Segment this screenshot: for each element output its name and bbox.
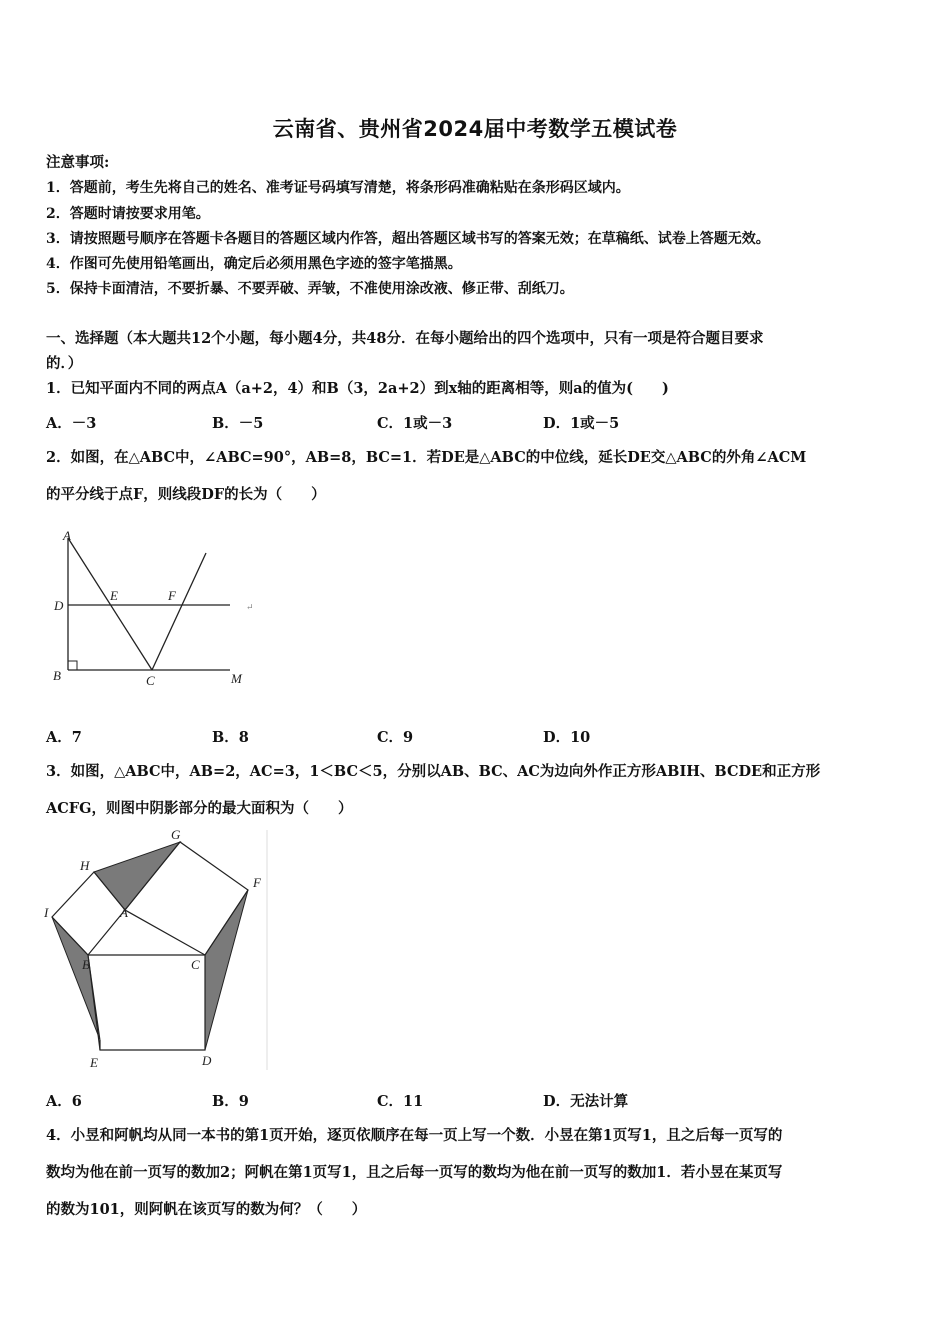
label-A: A — [120, 905, 128, 920]
label-H: H — [80, 858, 90, 873]
q2-option-a: A．7 — [46, 729, 82, 746]
question-3-text: 3．如图，△ABC中，AB=2，AC=3，1＜BC＜5，分别以AB、BC、AC为边向外作正方形ABIH、BCDE和正方形 — [46, 763, 821, 780]
q1-option-b: B．－5 — [212, 415, 264, 432]
q1-option-a: A．－3 — [46, 415, 97, 432]
label-F: F — [253, 875, 261, 890]
question-1-text: 1．已知平面内不同的两点A（a+2，4）和B（3，2a+2）到x轴的距离相等，则a的值为( ) — [46, 380, 669, 397]
q1-option-d: D．1或－5 — [543, 415, 620, 432]
question-4-text-cont: 的数为101，则阿帆在该页写的数为何？（ ） — [46, 1201, 367, 1218]
label-D: D — [202, 1053, 212, 1068]
page-title: 云南省、贵州省2024届中考数学五模试卷 — [272, 117, 678, 141]
notice-heading: 注意事项: — [46, 154, 110, 171]
label-M: M — [231, 671, 242, 686]
question-2-text-cont: 的平分线于点F，则线段DF的长为（ ） — [46, 486, 326, 503]
question-2-text: 2．如图，在△ABC中，∠ABC=90°，AB=8，BC=1．若DE是△ABC的中位线，延长DE交△ABC的外角∠ACM — [46, 449, 807, 466]
q2-option-b: B．8 — [212, 729, 249, 746]
section-heading-cont: 的．） — [46, 355, 83, 372]
q2-option-c: C．9 — [377, 729, 414, 746]
label-D: D — [54, 598, 64, 613]
notice-item: 4．作图可先使用铅笔画出，确定后必须用黑色字迹的签字笔描黑。 — [46, 256, 462, 272]
label-C: C — [146, 673, 155, 688]
q2-option-d: D．10 — [543, 729, 591, 746]
q3-option-c: C．11 — [377, 1093, 424, 1110]
q1-option-c: C．1或－3 — [377, 415, 453, 432]
notice-item: 2．答题时请按要求用笔。 — [46, 206, 210, 222]
return-mark: ↵ — [246, 602, 254, 612]
label-A: A — [63, 528, 71, 543]
label-E: E — [90, 1055, 98, 1070]
q2-figure — [48, 528, 263, 693]
label-I: I — [44, 905, 49, 920]
label-F: F — [168, 588, 176, 603]
label-G: G — [171, 827, 181, 842]
section-heading: 一、选择题（本大题共12个小题，每小题4分，共48分．在每小题给出的四个选项中，只有一项是符合题目要求 — [46, 330, 764, 347]
q3-figure — [40, 825, 270, 1075]
notice-item: 3．请按照题号顺序在答题卡各题目的答题区域内作答，超出答题区域书写的答案无效；在草稿纸、试卷上答题无效。 — [46, 231, 770, 247]
question-4-text: 4．小昱和阿帆均从同一本书的第1页开始，逐页依顺序在每一页上写一个数．小昱在第1页写1，且之后每一页写的 — [46, 1127, 783, 1144]
label-C: C — [191, 957, 200, 972]
q3-option-a: A．6 — [46, 1093, 82, 1110]
q3-option-b: B．9 — [212, 1093, 249, 1110]
question-3-text-cont: ACFG，则图中阴影部分的最大面积为（ ） — [46, 800, 353, 817]
q3-option-d: D．无法计算 — [543, 1093, 629, 1110]
notice-item: 5．保持卡面清洁，不要折暴、不要弄破、弄皱，不准使用涂改液、修正带、刮纸刀。 — [46, 281, 574, 297]
notice-item: 1．答题前，考生先将自己的姓名、准考证号码填写清楚，将条形码准确粘贴在条形码区域内。 — [46, 180, 630, 196]
label-B: B — [53, 668, 61, 683]
label-B: B — [82, 957, 90, 972]
question-4-text-cont: 数均为他在前一页写的数加2；阿帆在第1页写1，且之后每一页写的数均为他在前一页写的数加1．若小昱在某页写 — [46, 1164, 783, 1181]
label-E: E — [110, 588, 118, 603]
